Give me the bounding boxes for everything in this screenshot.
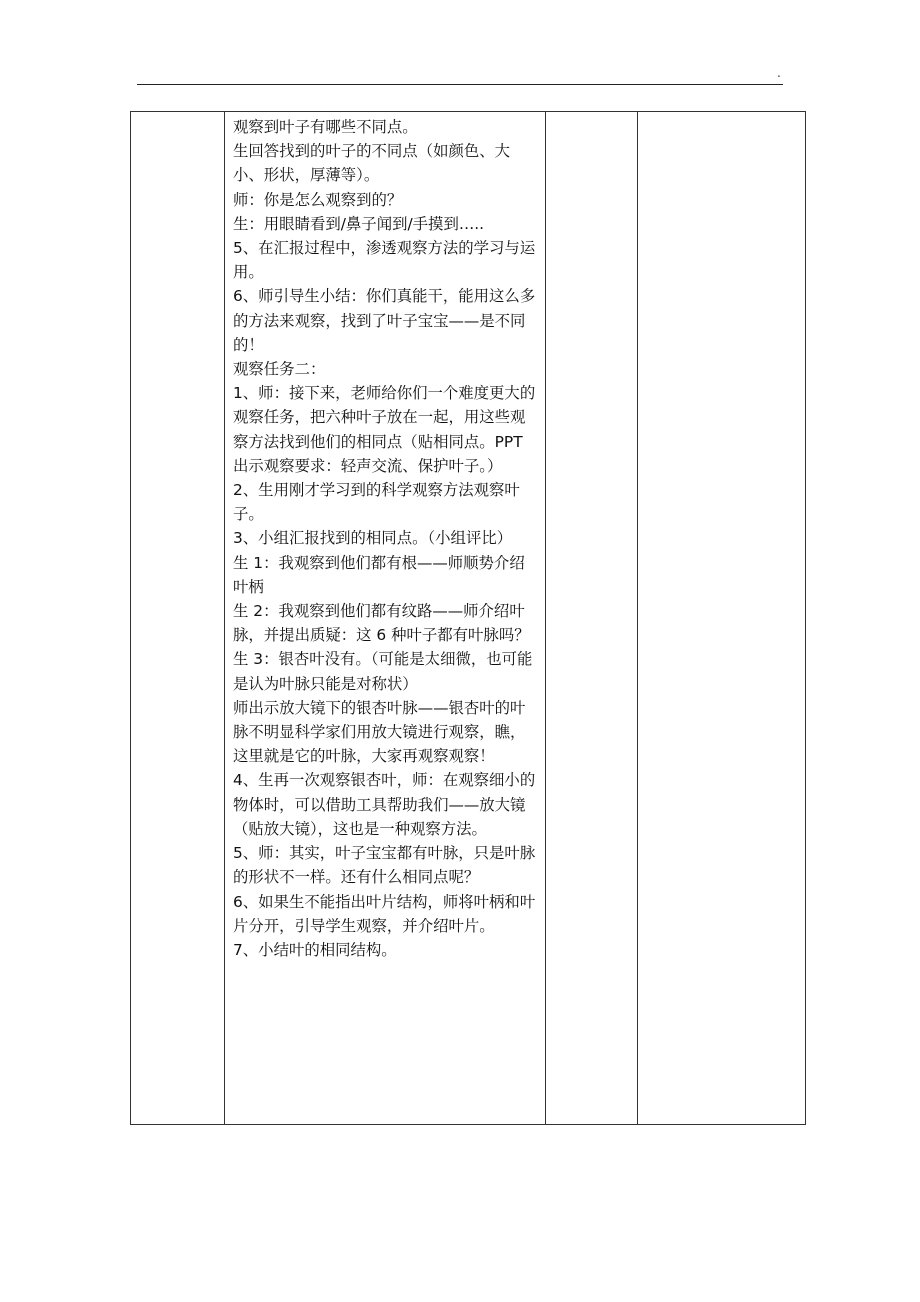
- paragraph: 师出示放大镜下的银杏叶脉——银杏叶的叶脉不明显科学家们用放大镜进行观察，瞧，这里就是它的叶脉，大家再观察观察！: [233, 698, 526, 766]
- paragraph: 7、小结叶的相同结构。: [233, 940, 397, 959]
- header-rule: [137, 84, 783, 85]
- paragraph: 5、在汇报过程中，渗透观察方法的学习与运用。: [233, 239, 536, 282]
- paragraph: 6、如果生不能指出叶片结构，师将叶柄和叶片分开，引导学生观察，并介绍叶片。: [233, 892, 536, 935]
- header-mark: .: [777, 66, 781, 80]
- cell-teaching-process: [225, 112, 546, 1125]
- paragraph: 生回答找到的叶子的不同点（如颜色、大小、形状，厚薄等）。: [233, 142, 511, 185]
- lesson-plan-table: [130, 111, 806, 1125]
- paragraph: 生 2：我观察到他们都有纹路——师介绍叶脉，并提出质疑：这 6 种叶子都有叶脉吗？: [233, 602, 530, 645]
- paragraph: 生 3：银杏叶没有。（可能是太细微，也可能是认为叶脉只能是对称状）: [233, 650, 533, 693]
- table-row: [131, 112, 806, 1125]
- paragraph: 2、生用刚才学习到的科学观察方法观察叶子。: [233, 481, 520, 524]
- cell-column-3: [546, 112, 638, 1125]
- paragraph: 观察到叶子有哪些不同点。: [233, 118, 418, 136]
- paragraph: 4、生再一次观察银杏叶，师：在观察细小的物体时，可以借助工具帮助我们——放大镜（贴放大镜），这也是一种观察方法。: [233, 771, 536, 838]
- paragraph: 5、师：其实，叶子宝宝都有叶脉，只是叶脉的形状不一样。还有什么相同点呢？: [233, 844, 536, 887]
- paragraph: 生：用眼睛看到/鼻子闻到/手摸到…..: [233, 214, 485, 233]
- paragraph: 1、师：接下来，老师给你们一个难度更大的观察任务，把六种叶子放在一起，用这些观察方法找到他们的相同点（贴相同点。PPT 出示观察要求：轻声交流、保护叶子。）: [233, 384, 536, 475]
- teaching-process-text: [225, 112, 545, 962]
- cell-column-1: [131, 112, 225, 1125]
- paragraph: 生 1：我观察到他们都有根——师顺势介绍叶柄: [233, 553, 525, 596]
- cell-column-4: [638, 112, 806, 1125]
- paragraph: 观察任务二：: [233, 360, 326, 379]
- paragraph: 师：你是怎么观察到的？: [233, 190, 403, 209]
- paragraph: 6、师引导生小结：你们真能干，能用这么多的方法来观察，找到了叶子宝宝——是不同的！: [233, 287, 536, 354]
- paragraph: 3、小组汇报找到的相同点。（小组评比）: [233, 529, 513, 548]
